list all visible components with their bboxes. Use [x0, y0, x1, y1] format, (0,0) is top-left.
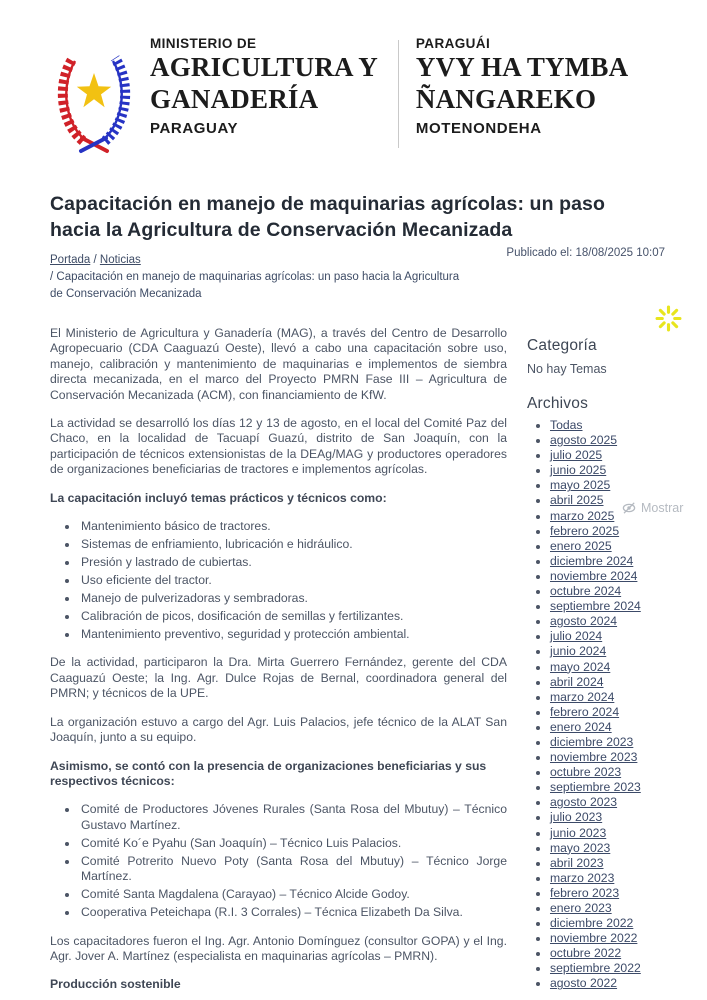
- archive-link[interactable]: diciembre 2022: [549, 916, 634, 931]
- archive-item: [550, 478, 707, 493]
- article-paragraph: De la actividad, participaron la Dra. Mirta Guerrero Fernández, gerente del CDA Caaguazú Oeste; la Ing. Agr. Dulce Rojas de Bernal, coordinadora general del PMRN; y técnicos de la UPE.: [50, 655, 507, 701]
- mostrar-label: Mostrar: [641, 501, 684, 515]
- archive-item: [550, 569, 707, 584]
- archive-link[interactable]: junio 2025: [549, 463, 607, 478]
- published-date: Publicado el: 18/08/2025 10:07: [506, 247, 665, 259]
- archive-item: [550, 735, 707, 750]
- brand-ministry-line4: PARAGUAY: [150, 120, 239, 137]
- organizations-list: [50, 802, 507, 920]
- archive-item: [550, 750, 707, 765]
- archive-link[interactable]: septiembre 2023: [549, 780, 641, 795]
- brand-ministry-line3: GANADERÍA: [150, 84, 319, 114]
- archive-link[interactable]: agosto 2023: [549, 795, 618, 810]
- topic-item: • Mantenimiento básico de tractores.: [79, 519, 507, 534]
- archive-link[interactable]: marzo 2025: [549, 508, 615, 523]
- archive-item: [550, 584, 707, 599]
- brand-ministry-line2: AGRICULTURA Y: [150, 52, 378, 82]
- archive-item: [550, 705, 707, 720]
- archive-link[interactable]: mayo 2024: [549, 659, 611, 674]
- brand-ministry-line1: MINISTERIO DE: [150, 36, 257, 51]
- brand-guarani-line4: MOTENONDEHA: [415, 120, 542, 137]
- archive-item: [550, 976, 707, 991]
- organization-item: • Comité Ko´e Pyahu (San Joaquín) – Técnico Luis Palacios.: [79, 836, 507, 851]
- archive-link[interactable]: diciembre 2023: [549, 734, 634, 749]
- category-empty-label: No hay Temas: [526, 362, 607, 376]
- page-title: Capacitación en manejo de maquinarias agrícolas: un paso hacia la Agricultura de Conservación Mecanizada: [50, 193, 606, 241]
- archive-link[interactable]: julio 2025: [549, 448, 603, 463]
- archive-link[interactable]: marzo 2024: [549, 689, 615, 704]
- archive-item: [550, 946, 707, 961]
- archives-title: Archivos: [526, 395, 589, 412]
- topic-item: • Manejo de pulverizadoras y sembradoras.: [79, 591, 507, 606]
- archive-link[interactable]: enero 2023: [549, 901, 612, 915]
- paraguay-wreath-star-icon: [48, 28, 140, 156]
- brand-guarani-line1: PARAGUÁI: [415, 36, 491, 51]
- archive-item: [550, 841, 707, 856]
- article-header: [50, 191, 665, 303]
- topic-item: • Presión y lastrado de cubiertas.: [79, 555, 507, 570]
- archive-link[interactable]: noviembre 2022: [549, 931, 638, 946]
- archive-link[interactable]: Todas: [549, 418, 583, 432]
- organization-item: • Comité de Productores Jóvenes Rurales (Santa Rosa del Mbutuy) – Técnico Gustavo Martínez.: [79, 802, 507, 833]
- archive-item: [550, 629, 707, 644]
- archive-item: [550, 916, 707, 931]
- archive-item: [550, 675, 707, 690]
- archive-link[interactable]: marzo 2023: [549, 870, 615, 885]
- ministry-logo[interactable]: [48, 28, 140, 161]
- closing-paragraph: Los capacitadores fueron el Ing. Agr. Antonio Domínguez (consultor GOPA) y el Ing. Agr. Jover A. Martínez (especialista en maquinarias agrícolas – PMRN).: [50, 933, 507, 963]
- archive-link[interactable]: febrero 2024: [549, 704, 620, 719]
- star-icon: [77, 73, 111, 107]
- breadcrumb-separator: /: [93, 254, 97, 266]
- archive-link[interactable]: abril 2023: [549, 855, 604, 870]
- archive-item: [550, 690, 707, 705]
- archive-link[interactable]: noviembre 2023: [549, 750, 638, 765]
- brand-divider: [398, 40, 399, 148]
- article-body: [50, 326, 507, 1000]
- breadcrumb-link-noticias[interactable]: Noticias: [99, 254, 141, 266]
- article-paragraph: La organización estuvo a cargo del Agr. Luis Palacios, jefe técnico de la ALAT San Joaquín, junto a su equipo.: [50, 714, 507, 745]
- brand-guarani-line3: ÑANGAREKO: [415, 84, 597, 114]
- archive-link[interactable]: noviembre 2024: [549, 568, 638, 583]
- archive-link[interactable]: mayo 2023: [549, 840, 611, 855]
- archive-item: [550, 614, 707, 629]
- organization-item: • Comité Santa Magdalena (Carayao) – Técnico Alcide Godoy.: [79, 887, 507, 902]
- archive-link[interactable]: agosto 2025: [549, 433, 618, 448]
- archive-link[interactable]: junio 2024: [549, 644, 607, 659]
- archive-item: [550, 448, 707, 463]
- topic-item: • Sistemas de enfriamiento, lubricación e hidráulico.: [79, 537, 507, 552]
- organization-item: • Cooperativa Peteichapa (R.I. 3 Corrales) – Técnica Elizabeth Da Silva.: [79, 905, 507, 920]
- topic-item: • Calibración de picos, dosificación de semillas y fertilizantes.: [79, 609, 507, 624]
- mostrar-overlay[interactable]: [618, 499, 688, 517]
- archive-link[interactable]: enero 2025: [549, 538, 612, 553]
- archive-item: [550, 765, 707, 780]
- archive-link[interactable]: junio 2023: [549, 825, 607, 840]
- topics-heading: La capacitación incluyó temas prácticos y técnicos como:: [50, 490, 387, 505]
- topic-item: • Mantenimiento preventivo, seguridad y protección ambiental.: [79, 627, 507, 642]
- archive-item: [550, 810, 707, 825]
- breadcrumb-link-portada[interactable]: Portada: [50, 254, 91, 266]
- site-header: [0, 0, 707, 161]
- archive-item: [550, 826, 707, 841]
- mid-paragraphs: [50, 655, 507, 745]
- category-title: Categoría: [526, 337, 597, 354]
- archive-item: [550, 795, 707, 810]
- breadcrumb-current: [50, 269, 460, 303]
- archive-link[interactable]: abril 2025: [549, 493, 604, 508]
- article-paragraph: La actividad se desarrolló los días 12 y 13 de agosto, en el local del Comité Paz del Chaco, en la localidad de Tacuapí Guazú, distrito de San Joaquín, con la participación de técnicos extensionistas de la DEAg/MAG y productores operadores de organizaciones beneficiarias de tractores e implementos agrícolas.: [50, 416, 507, 477]
- archive-link[interactable]: julio 2023: [549, 810, 603, 825]
- yellow-burst-icon: [655, 305, 682, 332]
- archive-item: [550, 961, 707, 976]
- brand-ministry: [150, 28, 378, 137]
- content-row: [50, 326, 707, 1000]
- archive-item: [550, 856, 707, 871]
- archive-link[interactable]: diciembre 2024: [549, 553, 634, 568]
- eye-off-icon: [622, 501, 636, 515]
- archive-link[interactable]: octubre 2024: [549, 584, 622, 599]
- brand-guarani: [416, 28, 628, 137]
- breadcrumb-current-label: Capacitación en manejo de maquinarias agrícolas: un paso hacia la Agricultura de Conservación Mecanizada: [50, 271, 460, 300]
- archive-item: [550, 660, 707, 675]
- sidebar: [527, 326, 707, 1000]
- archive-item: [550, 780, 707, 795]
- archive-link[interactable]: mayo 2025: [549, 478, 611, 493]
- archive-item: [550, 720, 707, 735]
- archive-item: [550, 539, 707, 554]
- production-heading: Producción sostenible: [50, 977, 181, 992]
- archive-item: [550, 931, 707, 946]
- archive-item: [550, 524, 707, 539]
- archive-item: [550, 463, 707, 478]
- archive-item: [550, 418, 707, 433]
- intro-paragraphs: [50, 326, 507, 478]
- archive-item: [550, 433, 707, 448]
- archive-item: [550, 554, 707, 569]
- archive-item: [550, 871, 707, 886]
- breadcrumb: [50, 252, 665, 303]
- brand-guarani-line2: YVY HA TYMBA: [415, 52, 629, 82]
- archive-item: [550, 901, 707, 916]
- archive-item: [550, 644, 707, 659]
- archive-link[interactable]: enero 2024: [549, 719, 612, 734]
- archive-link[interactable]: septiembre 2022: [549, 961, 641, 976]
- archive-link[interactable]: septiembre 2024: [549, 599, 641, 614]
- organization-item: • Comité Potrerito Nuevo Poty (Santa Rosa del Mbutuy) – Técnico Jorge Martínez.: [79, 854, 507, 885]
- archive-link[interactable]: octubre 2022: [549, 946, 622, 961]
- archive-link[interactable]: febrero 2023: [549, 885, 620, 900]
- archive-link[interactable]: julio 2024: [549, 629, 603, 644]
- archive-link[interactable]: agosto 2024: [549, 614, 618, 629]
- organizations-heading: Asimismo, se contó con la presencia de organizaciones beneficiarias y sus respectivos técnicos:: [50, 758, 487, 788]
- archive-link[interactable]: agosto 2022: [549, 976, 618, 991]
- archive-link[interactable]: octubre 2023: [549, 765, 622, 780]
- article-paragraph: El Ministerio de Agricultura y Ganadería (MAG), a través del Centro de Desarrollo Agropecuario (CDA Caaguazú Oeste), llevó a cabo una capacitación sobre uso, manejo, calibración y mantenimiento de maquinarias e implementos de siembra directa mecanizada, en el marco del Proyecto PMRN Fase III – Agricultura de Conservación Mecanizada (ACM), con financiamiento de KfW.: [50, 326, 507, 402]
- topic-item: • Uso eficiente del tractor.: [79, 573, 507, 588]
- archive-item: [550, 599, 707, 614]
- topics-list: [50, 519, 507, 642]
- breadcrumb-separator-2: /: [50, 271, 57, 283]
- archive-link[interactable]: abril 2024: [549, 674, 604, 689]
- archive-item: [550, 886, 707, 901]
- archive-link[interactable]: febrero 2025: [549, 523, 620, 538]
